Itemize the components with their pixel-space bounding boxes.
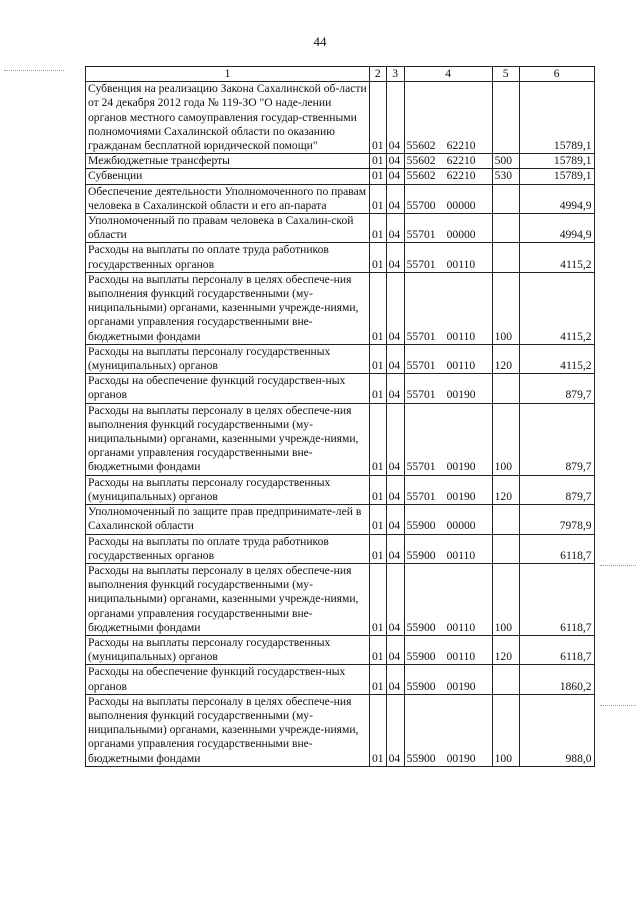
- table-row: [86, 344, 595, 373]
- scan-mark-right: [600, 565, 636, 566]
- target-article-direction-code: 00000: [446, 519, 476, 533]
- table-row: [86, 665, 595, 694]
- table-row: [86, 154, 595, 169]
- row-section-cell: 01: [370, 694, 387, 766]
- target-article-program-code: 55900: [406, 519, 436, 533]
- target-article-direction-code: 00000: [446, 228, 476, 242]
- target-article-program-code: 55701: [406, 228, 436, 242]
- row-target-article-cell: [404, 154, 492, 169]
- row-section-cell: 01: [370, 169, 387, 184]
- row-subsection-cell: 04: [386, 344, 404, 373]
- row-name-cell: Расходы на обеспечение функций государствен-ных органов: [86, 374, 370, 403]
- table-row: [86, 82, 595, 154]
- row-expense-type-cell: [492, 665, 519, 694]
- row-sum-cell: 879,7: [519, 403, 594, 475]
- row-sum-cell: 4115,2: [519, 344, 594, 373]
- row-section-cell: 01: [370, 534, 387, 563]
- row-name-cell: Расходы на выплаты персоналу государственных (муниципальных) органов: [86, 344, 370, 373]
- target-article-direction-code: 62210: [446, 169, 476, 183]
- row-section-cell: 01: [370, 272, 387, 344]
- target-article-program-code: 55701: [406, 460, 436, 474]
- target-article-direction-code: 00110: [446, 548, 476, 562]
- target-article-program-code: 55900: [406, 548, 436, 562]
- row-target-article-cell: [404, 214, 492, 243]
- target-article-program-code: 55900: [406, 650, 436, 664]
- target-article-program-code: 55602: [406, 169, 436, 183]
- row-subsection-cell: 04: [386, 563, 404, 635]
- row-section-cell: 01: [370, 563, 387, 635]
- table-row: [86, 694, 595, 766]
- row-target-article-cell: [404, 534, 492, 563]
- row-subsection-cell: 04: [386, 272, 404, 344]
- page-number: 44: [313, 34, 327, 49]
- row-subsection-cell: 04: [386, 403, 404, 475]
- row-sum-cell: 4994,9: [519, 184, 594, 213]
- row-section-cell: 01: [370, 344, 387, 373]
- row-subsection-cell: 04: [386, 169, 404, 184]
- header-col-2: 2: [370, 67, 387, 82]
- row-expense-type-cell: 100: [492, 694, 519, 766]
- row-name-cell: Субвенции: [86, 169, 370, 184]
- table-row: [86, 243, 595, 272]
- row-target-article-cell: [404, 635, 492, 664]
- row-expense-type-cell: [492, 184, 519, 213]
- row-sum-cell: 6118,7: [519, 635, 594, 664]
- row-sum-cell: 4115,2: [519, 243, 594, 272]
- header-col-4: 4: [404, 67, 492, 82]
- row-target-article-cell: [404, 694, 492, 766]
- row-subsection-cell: 04: [386, 534, 404, 563]
- target-article-program-code: 55700: [406, 198, 436, 212]
- row-target-article-cell: [404, 403, 492, 475]
- target-article-direction-code: 00110: [446, 650, 476, 664]
- row-target-article-cell: [404, 374, 492, 403]
- row-target-article-cell: [404, 243, 492, 272]
- row-name-cell: Уполномоченный по правам человека в Сахалин-ской области: [86, 214, 370, 243]
- target-article-program-code: 55900: [406, 751, 436, 765]
- table-row: [86, 169, 595, 184]
- row-name-cell: Расходы на выплаты персоналу государственных (муниципальных) органов: [86, 635, 370, 664]
- row-section-cell: 01: [370, 154, 387, 169]
- target-article-direction-code: 00110: [446, 359, 476, 373]
- table-row: [86, 635, 595, 664]
- row-sum-cell: 6118,7: [519, 534, 594, 563]
- row-sum-cell: 7978,9: [519, 505, 594, 534]
- row-section-cell: 01: [370, 184, 387, 213]
- target-article-direction-code: 00190: [446, 460, 476, 474]
- row-target-article-cell: [404, 665, 492, 694]
- row-target-article-cell: [404, 563, 492, 635]
- target-article-program-code: 55701: [406, 329, 436, 343]
- header-col-3: 3: [386, 67, 404, 82]
- scan-mark-left: [4, 70, 64, 71]
- row-name-cell: Субвенция на реализацию Закона Сахалинской об-ласти от 24 декабря 2012 года № 119-ЗО "О наде-лении органов местного самоуправления государ-ственными полномочиями Сахалинской области по оказанию гражданам бесплатной юридической помощи": [86, 82, 370, 154]
- row-name-cell: Уполномоченный по защите прав предпринимате-лей в Сахалинской области: [86, 505, 370, 534]
- row-name-cell: Расходы на выплаты персоналу в целях обеспече-ния выполнения функций государственными (му-ниципальными) органами, казенными учрежде-ниями, органами управления государственными вне-бюджетными фондами: [86, 272, 370, 344]
- table-row: [86, 563, 595, 635]
- target-article-program-code: 55900: [406, 679, 436, 693]
- target-article-program-code: 55701: [406, 257, 436, 271]
- row-sum-cell: 879,7: [519, 475, 594, 504]
- row-subsection-cell: 04: [386, 505, 404, 534]
- target-article-program-code: 55602: [406, 154, 436, 168]
- table-header-row: [86, 67, 595, 82]
- row-expense-type-cell: 500: [492, 154, 519, 169]
- table-row: [86, 374, 595, 403]
- scan-mark-right-2: [600, 705, 636, 706]
- target-article-program-code: 55701: [406, 489, 436, 503]
- target-article-program-code: 55701: [406, 388, 436, 402]
- row-section-cell: 01: [370, 505, 387, 534]
- row-name-cell: Расходы на выплаты по оплате труда работников государственных органов: [86, 534, 370, 563]
- row-section-cell: 01: [370, 214, 387, 243]
- row-name-cell: Обеспечение деятельности Уполномоченного по правам человека в Сахалинской области и его ап-парата: [86, 184, 370, 213]
- target-article-direction-code: 00110: [446, 620, 476, 634]
- row-sum-cell: 1860,2: [519, 665, 594, 694]
- header-col-5: 5: [492, 67, 519, 82]
- row-subsection-cell: 04: [386, 665, 404, 694]
- table-body: [86, 82, 595, 767]
- row-expense-type-cell: [492, 82, 519, 154]
- row-sum-cell: 4115,2: [519, 272, 594, 344]
- row-subsection-cell: 04: [386, 82, 404, 154]
- table-row: [86, 184, 595, 213]
- target-article-direction-code: 62210: [446, 154, 476, 168]
- row-sum-cell: 15789,1: [519, 169, 594, 184]
- row-name-cell: Расходы на выплаты персоналу в целях обеспече-ния выполнения функций государственными (му-ниципальными) органами, казенными учрежде-ниями, органами управления государственными вне-бюджетными фондами: [86, 403, 370, 475]
- row-sum-cell: 15789,1: [519, 82, 594, 154]
- row-expense-type-cell: [492, 534, 519, 563]
- row-section-cell: 01: [370, 665, 387, 694]
- row-target-article-cell: [404, 475, 492, 504]
- header-col-6: 6: [519, 67, 594, 82]
- row-subsection-cell: 04: [386, 374, 404, 403]
- target-article-direction-code: 00110: [446, 329, 476, 343]
- target-article-direction-code: 00000: [446, 198, 476, 212]
- row-name-cell: Расходы на обеспечение функций государствен-ных органов: [86, 665, 370, 694]
- row-target-article-cell: [404, 82, 492, 154]
- row-subsection-cell: 04: [386, 475, 404, 504]
- row-target-article-cell: [404, 505, 492, 534]
- row-target-article-cell: [404, 169, 492, 184]
- row-section-cell: 01: [370, 475, 387, 504]
- target-article-program-code: 55900: [406, 620, 436, 634]
- target-article-direction-code: 00110: [446, 257, 476, 271]
- target-article-direction-code: 62210: [446, 139, 476, 153]
- row-expense-type-cell: [492, 505, 519, 534]
- row-section-cell: 01: [370, 82, 387, 154]
- row-expense-type-cell: 530: [492, 169, 519, 184]
- row-expense-type-cell: [492, 214, 519, 243]
- row-sum-cell: 4994,9: [519, 214, 594, 243]
- row-section-cell: 01: [370, 243, 387, 272]
- row-sum-cell: 15789,1: [519, 154, 594, 169]
- row-sum-cell: 6118,7: [519, 563, 594, 635]
- row-target-article-cell: [404, 184, 492, 213]
- row-name-cell: Межбюджетные трансферты: [86, 154, 370, 169]
- table-row: [86, 505, 595, 534]
- target-article-program-code: 55701: [406, 359, 436, 373]
- target-article-direction-code: 00190: [446, 489, 476, 503]
- target-article-direction-code: 00190: [446, 751, 476, 765]
- row-name-cell: Расходы на выплаты персоналу в целях обеспече-ния выполнения функций государственными (му-ниципальными) органами, казенными учрежде-ниями, органами управления государственными вне-бюджетными фондами: [86, 694, 370, 766]
- header-col-1: 1: [86, 67, 370, 82]
- table-row: [86, 475, 595, 504]
- target-article-direction-code: 00190: [446, 388, 476, 402]
- row-subsection-cell: 04: [386, 184, 404, 213]
- budget-table: [85, 66, 595, 767]
- row-name-cell: Расходы на выплаты персоналу в целях обеспече-ния выполнения функций государственными (му-ниципальными) органами, казенными учрежде-ниями, органами управления государственными вне-бюджетными фондами: [86, 563, 370, 635]
- table-row: [86, 534, 595, 563]
- row-target-article-cell: [404, 272, 492, 344]
- row-sum-cell: 988,0: [519, 694, 594, 766]
- row-expense-type-cell: 120: [492, 635, 519, 664]
- row-sum-cell: 879,7: [519, 374, 594, 403]
- row-expense-type-cell: [492, 374, 519, 403]
- row-expense-type-cell: 100: [492, 403, 519, 475]
- row-section-cell: 01: [370, 403, 387, 475]
- table-row: [86, 403, 595, 475]
- row-expense-type-cell: 100: [492, 272, 519, 344]
- table-row: [86, 272, 595, 344]
- row-name-cell: Расходы на выплаты по оплате труда работников государственных органов: [86, 243, 370, 272]
- row-section-cell: 01: [370, 635, 387, 664]
- row-subsection-cell: 04: [386, 635, 404, 664]
- row-target-article-cell: [404, 344, 492, 373]
- row-expense-type-cell: 100: [492, 563, 519, 635]
- row-expense-type-cell: [492, 243, 519, 272]
- row-subsection-cell: 04: [386, 154, 404, 169]
- row-expense-type-cell: 120: [492, 344, 519, 373]
- row-subsection-cell: 04: [386, 694, 404, 766]
- row-subsection-cell: 04: [386, 243, 404, 272]
- row-subsection-cell: 04: [386, 214, 404, 243]
- table-row: [86, 214, 595, 243]
- row-name-cell: Расходы на выплаты персоналу государственных (муниципальных) органов: [86, 475, 370, 504]
- row-section-cell: 01: [370, 374, 387, 403]
- row-expense-type-cell: 120: [492, 475, 519, 504]
- target-article-direction-code: 00190: [446, 679, 476, 693]
- target-article-program-code: 55602: [406, 139, 436, 153]
